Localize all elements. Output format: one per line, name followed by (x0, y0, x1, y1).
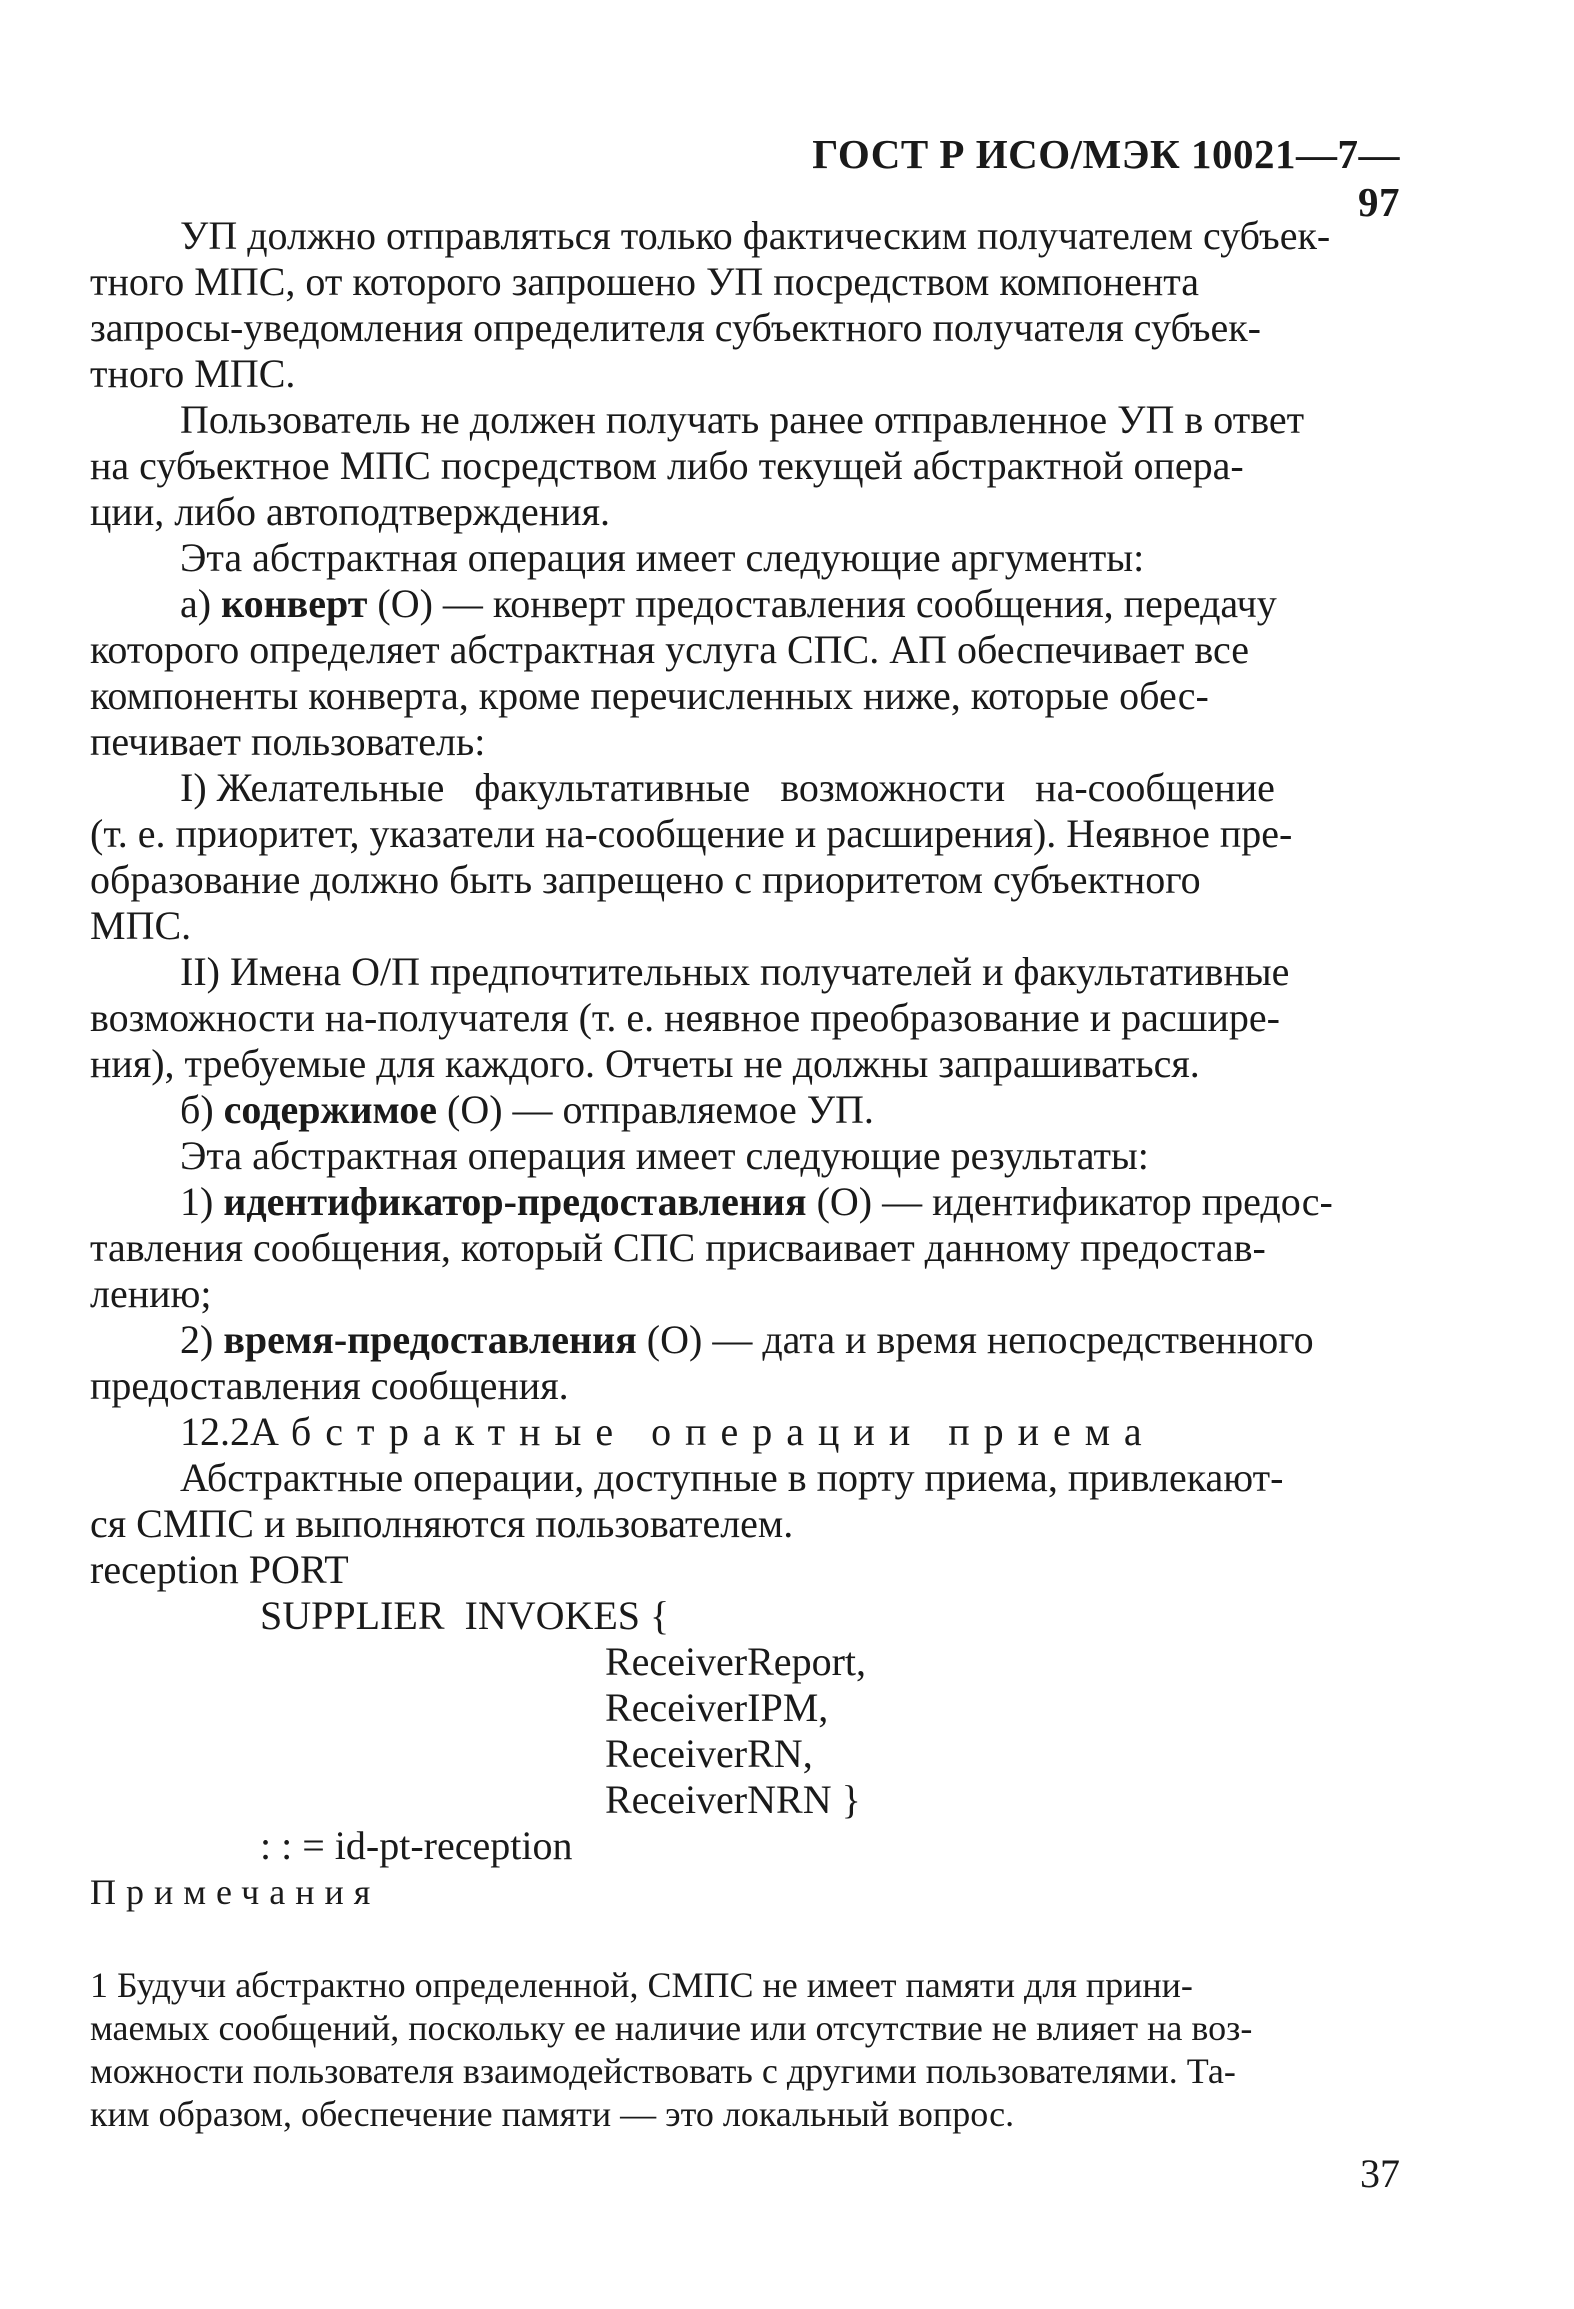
code-line: reception PORT (90, 1547, 349, 1592)
paragraph-1 (90, 213, 1410, 397)
code-line: ReceiverReport, (455, 1639, 866, 1684)
text-line: (т. е. приоритет, указатели на-сообщение и расширения). Неявное пре- (90, 811, 1293, 856)
paragraph-2 (90, 397, 1410, 535)
result-1 (90, 1179, 1410, 1317)
body-text (90, 213, 1410, 1915)
notes-block (90, 1964, 1410, 2136)
term-description: (О) — дата и время непосредственного (636, 1317, 1314, 1362)
text-line: ния), требуемые для каждого. Отчеты не должны запрашиваться. (90, 1041, 1200, 1086)
list-marker: а) (180, 581, 222, 626)
text-line: предоставления сообщения. (90, 1363, 569, 1408)
term: идентификатор-предоставления (223, 1179, 807, 1224)
list-marker: 2) (180, 1317, 224, 1362)
paragraph-3 (180, 535, 1410, 581)
text-line: тавления сообщения, который СПС присваивает данному предостав- (90, 1225, 1266, 1270)
argument-a-item-i (90, 765, 1410, 949)
section-number: 12.2 (180, 1409, 250, 1454)
text-line: УП должно отправляться только фактическим получателем субъек- (180, 213, 1331, 258)
list-marker: б) (180, 1087, 224, 1132)
term: время-предоставления (223, 1317, 637, 1362)
note-line: 1 Будучи абстрактно определенной, СМПС не имеет памяти для прини- (90, 1965, 1193, 2005)
list-marker: 1) (180, 1179, 224, 1224)
text-line: ции, либо автоподтверждения. (90, 489, 610, 534)
term: содержимое (223, 1087, 438, 1132)
code-line (90, 1593, 1410, 1639)
text-line: запросы-уведомления определителя субъектного получателя субъек- (90, 305, 1261, 350)
document-header: ГОСТ Р ИСО/МЭК 10021—7—97 (812, 131, 1400, 225)
code-line: : : = id-pt-reception (210, 1823, 573, 1868)
term-description: (О) — конверт предоставления сообщения, передачу (367, 581, 1277, 626)
text-line: ся СМПС и выполняются пользователем. (90, 1501, 794, 1546)
code-line: ReceiverNRN } (455, 1777, 861, 1822)
argument-b (180, 1087, 1410, 1133)
text-line (180, 1409, 1410, 1455)
note-line: ким образом, обеспечение памяти — это локальный вопрос. (90, 2094, 1015, 2134)
code-text: SUPPLIER INVOKES { (210, 1593, 670, 1638)
result-2 (90, 1317, 1410, 1409)
text-line: образование должно быть запрещено с приоритетом субъектного (90, 857, 1201, 902)
section-title: Абстрактные операции приема (250, 1409, 1156, 1454)
text-line: Пользователь не должен получать ранее отправленное УП в ответ (180, 397, 1305, 442)
text-line: печивает пользователь: (90, 719, 486, 764)
text-line: на субъектное МПС посредством либо текущей абстрактной опера- (90, 443, 1244, 488)
text-line: II) Имена О/П предпочтительных получателей и факультативные (180, 949, 1290, 994)
text-line (180, 1087, 1410, 1133)
text-line: возможности на-получателя (т. е. неявное преобразование и расшире- (90, 995, 1280, 1040)
text-line: Эта абстрактная операция имеет следующие результаты: (180, 1133, 1149, 1178)
section-heading (180, 1409, 1410, 1455)
note-line: маемых сообщений, поскольку ее наличие или отсутствие не влияет на воз- (90, 2008, 1253, 2048)
argument-a-item-ii (90, 949, 1410, 1087)
text-line: тного МПС. (90, 351, 296, 396)
paragraph-4 (180, 1133, 1410, 1179)
text-line: Эта абстрактная операция имеет следующие аргументы: (180, 535, 1145, 580)
argument-a (90, 581, 1410, 765)
code-block (90, 1547, 1410, 1869)
page-number: 37 (1360, 2151, 1400, 2196)
note-line: можности пользователя взаимодействовать с другими пользователями. Та- (90, 2051, 1236, 2091)
text-line: МПС. (90, 903, 192, 948)
term-description: (О) — отправляемое УП. (437, 1087, 874, 1132)
text-line: лению; (90, 1271, 212, 1316)
text-line (180, 1317, 1410, 1363)
text-line: компоненты конверта, кроме перечисленных ниже, которые обес- (90, 673, 1209, 718)
code-line: ReceiverRN, (455, 1731, 813, 1776)
text-line (180, 1179, 1410, 1225)
text-line: которого определяет абстрактная услуга СПС. АП обеспечивает все (90, 627, 1250, 672)
code-line: ReceiverIPM, (455, 1685, 829, 1730)
term-description: (О) — идентификатор предос- (806, 1179, 1333, 1224)
text-line: I) Желательные факультативные возможности на-сообщение (180, 765, 1275, 810)
text-line: Абстрактные операции, доступные в порту приема, привлекают- (180, 1455, 1284, 1500)
paragraph-5 (90, 1455, 1410, 1547)
text-line (180, 581, 1410, 627)
notes-title: Примечания (90, 1872, 381, 1912)
text-line: тного МПС, от которого запрошено УП посредством компонента (90, 259, 1200, 304)
notes-heading (90, 1869, 1410, 1915)
term: конверт (221, 581, 368, 626)
